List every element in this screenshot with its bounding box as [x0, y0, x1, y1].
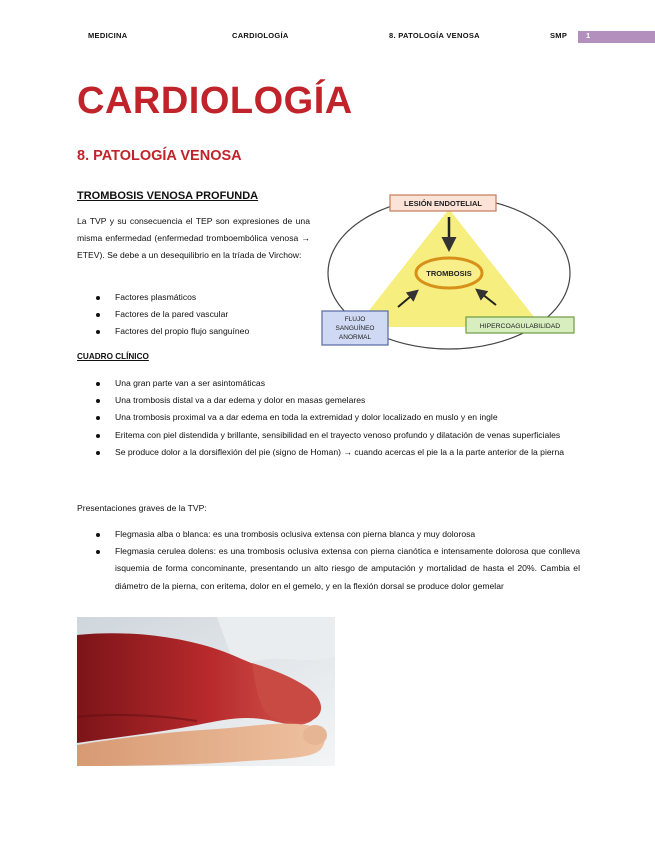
list-item: Factores plasmáticos	[77, 289, 317, 306]
virchow-triad-diagram	[320, 187, 578, 352]
page-number: 1	[586, 31, 591, 40]
flujo-label-line1: FLUJO	[344, 316, 366, 323]
list-item: Flegmasia cerulea dolens: es una trombosis oclusiva extensa con pierna cianótica e intensamente dolorosa que conlleva isquemia de forma concominante, presentando un alto riesgo de amputación y mortalidad de hasta el 20%. Cambia el diámetro de la pierna, con eritema, dolor en el gemelo, y en la flexión dorsal se produce dolor gemelar	[77, 543, 580, 595]
flujo-label-line3: ANORMAL	[338, 334, 372, 341]
chapter-title: 8. PATOLOGÍA VENOSA	[77, 148, 242, 164]
list-item: Una trombosis distal va a dar edema y dolor en masas gemelares	[77, 392, 580, 409]
list-item: Una trombosis proximal va a dar edema en toda la extremidad y dolor localizado en muslo y en ingle	[77, 409, 580, 426]
intro-paragraph: La TVP y su consecuencia el TEP son expresiones de una misma enfermedad (enfermedad tromboembólica venosa → ETEV). Se debe a un desequilibrio en la tríada de Virchow:	[77, 216, 310, 261]
leg-photo	[77, 617, 335, 766]
hipercoagulabilidad-label: HIPERCOAGULABILIDAD	[479, 323, 561, 330]
list-item: Se produce dolor a la dorsiflexión del pie (signo de Homan) → cuando acercas el pie la a la parte anterior de la pierna	[77, 444, 580, 461]
trombosis-label: TROMBOSIS	[426, 269, 472, 278]
list-item: Factores de la pared vascular	[77, 306, 317, 323]
header-section: 8. PATOLOGÍA VENOSA	[389, 31, 480, 40]
list-item: Flegmasia alba o blanca: es una trombosis oclusiva extensa con pierna blanca y muy dolorosa	[77, 526, 580, 543]
lesion-endotelial-label: LESIÓN ENDOTELIAL	[404, 199, 482, 208]
topic-title: TROMBOSIS VENOSA PROFUNDA	[77, 190, 259, 202]
list-item: Eritema con piel distendida y brillante, sensibilidad en el trayecto venoso profundo y dilatación de venas superficiales	[77, 427, 580, 444]
virchow-list	[77, 289, 317, 341]
header-subject: CARDIOLOGÍA	[232, 31, 289, 40]
header-course: MEDICINA	[88, 31, 128, 40]
clinical-heading: CUADRO CLÍNICO	[77, 352, 149, 361]
clinical-list	[77, 375, 580, 461]
list-item: Una gran parte van a ser asintomáticas	[77, 375, 580, 392]
document-title: CARDIOLOGÍA	[77, 80, 353, 122]
severe-heading: Presentaciones graves de la TVP:	[77, 503, 207, 513]
flujo-label-line2: SANGUÍNEO	[335, 325, 375, 332]
list-item: Factores del propio flujo sanguíneo	[77, 323, 317, 340]
severe-list	[77, 526, 580, 595]
page-number-tab	[578, 31, 655, 43]
header-author: SMP	[550, 31, 568, 40]
